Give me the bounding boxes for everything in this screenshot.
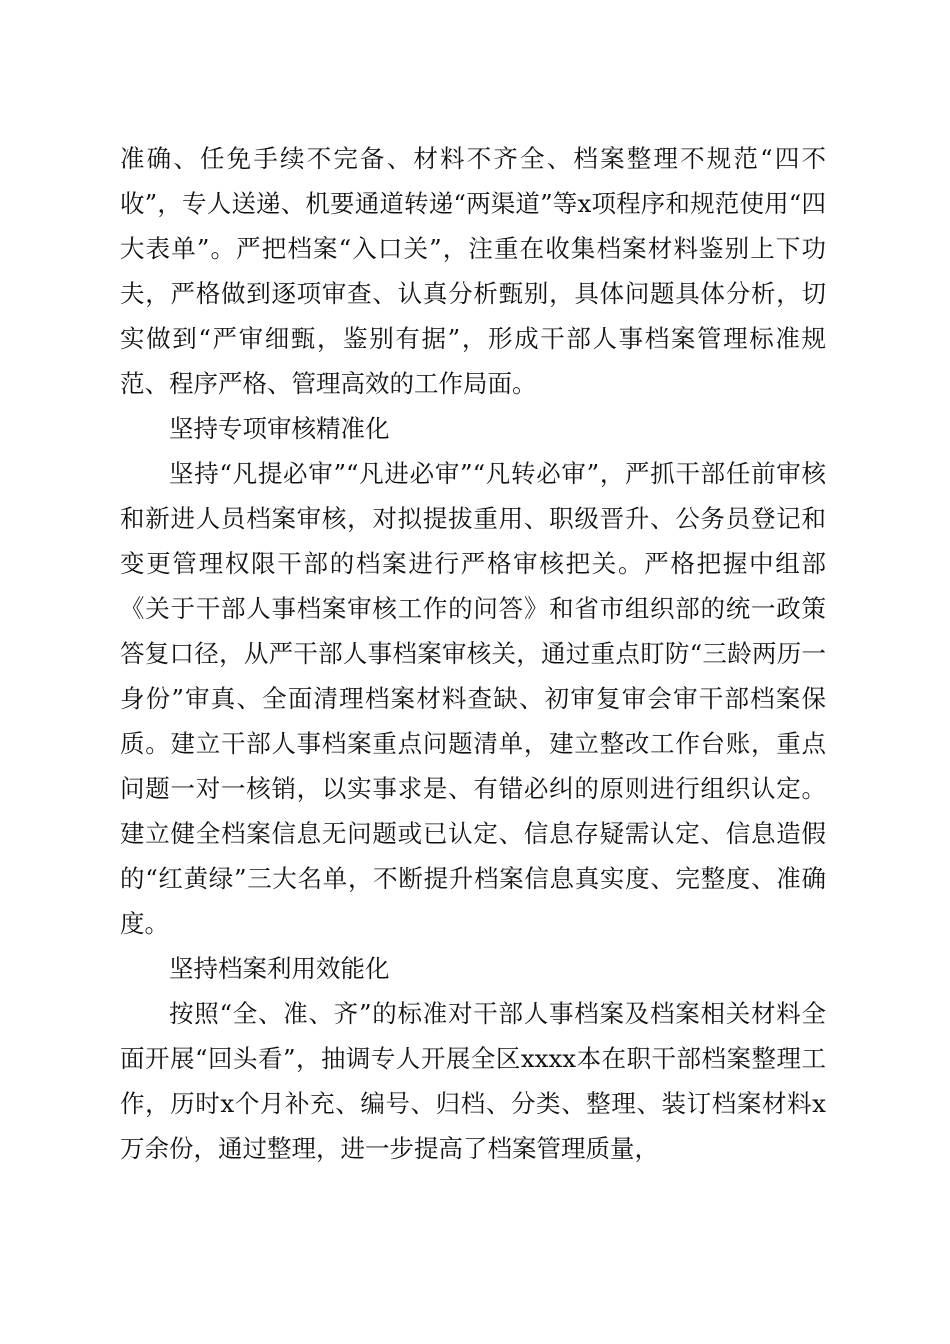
body-paragraph-2: 坚持“凡提必审”“凡进必审”“凡转必审”，严抓干部任前审核和新进人员档案审核，对拟提拔重用、职级晋升、公务员登记和变更管理权限干部的档案进行严格审核把关。严格把握中组部《关于干部人事档案审核工作的问答》和省市组织部的统一政策答复口径，从严干部人事档案审核关，通过重点盯防“三龄两历一身份”审真、全面清理档案材料查缺、初审复审会审干部档案保质。建立干部人事档案重点问题清单，建立整改工作台账，重点问题一对一核销，以实事求是、有错必纠的原则进行组织认定。建立健全档案信息无问题或已认定、信息存疑需认定、信息造假的“红黄绿”三大名单，不断提升档案信息真实度、完整度、准确度。 xyxy=(120,459,826,938)
section-heading-utilization: 坚持档案利用效能化 xyxy=(169,954,390,983)
body-paragraph-3: 按照“全、准、齐”的标准对干部人事档案及档案相关材料全面开展“回头看”，抽调专人开展全区xxxx本在职干部档案整理工作，历时x个月补充、编号、归档、分类、整理、装订档案材料x万余份，通过整理，进一步提高了档案管理质量， xyxy=(120,999,826,1163)
body-paragraph-1: 准确、任免手续不完备、材料不齐全、档案整理不规范“四不收”，专人送递、机要通道转递“两渠道”等x项程序和规范使用“四大表单”。严把档案“入口关”，注重在收集档案材料鉴别上下功夫，严格做到逐项审查、认真分析甄别，具体问题具体分析，切实做到“严审细甄，鉴别有据”，形成干部人事档案管理标准规范、程序严格、管理高效的工作局面。 xyxy=(120,144,826,398)
section-heading-review: 坚持专项审核精准化 xyxy=(169,414,390,443)
document-page xyxy=(120,136,826,1171)
